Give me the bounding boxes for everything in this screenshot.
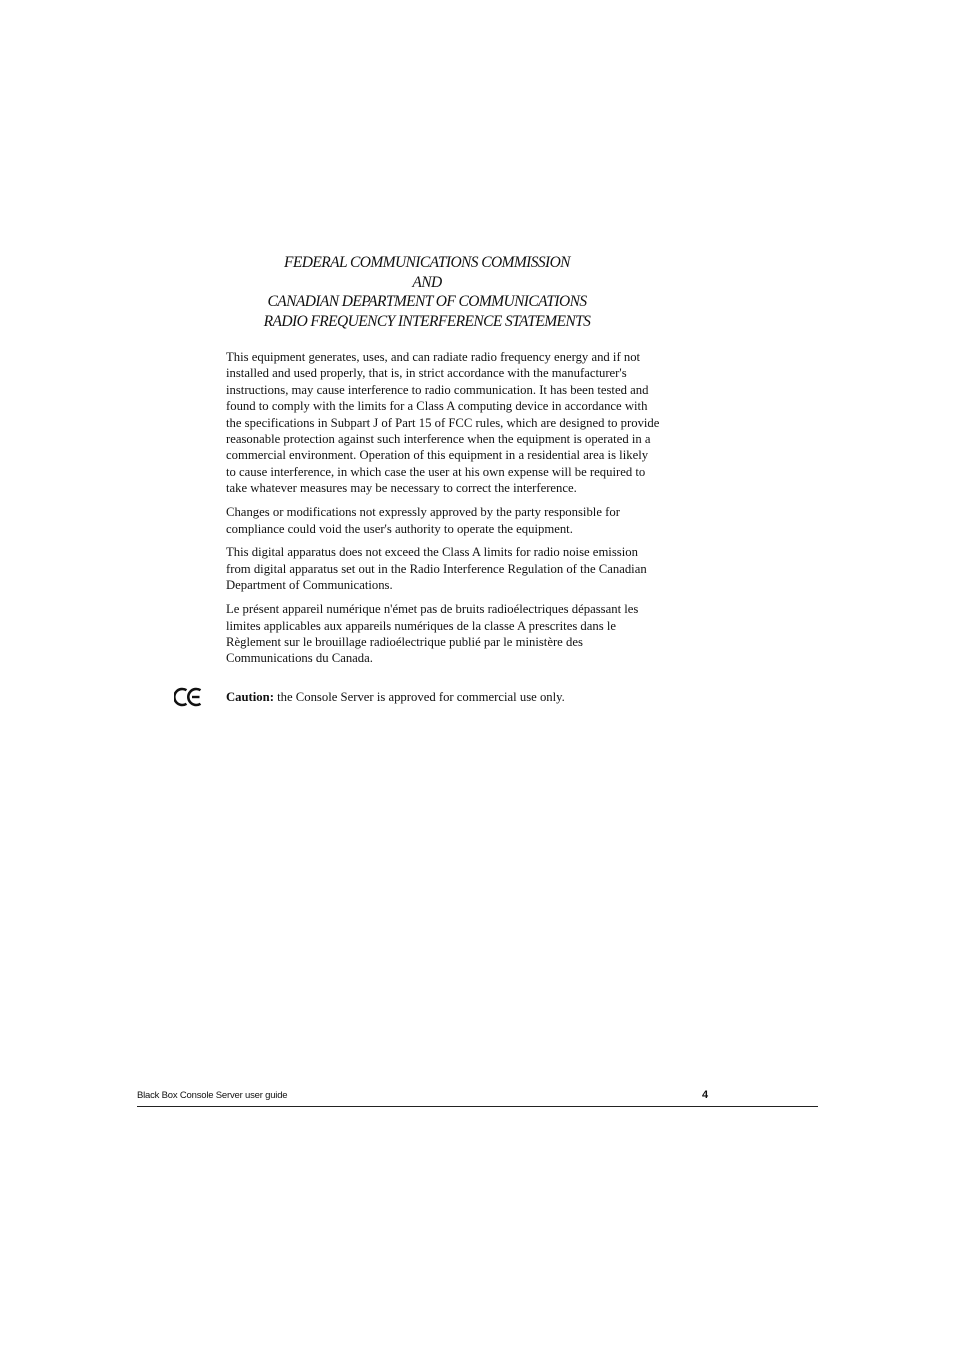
canada-english-paragraph bbox=[226, 544, 704, 593]
ce-mark-icon bbox=[174, 686, 204, 708]
modifications-paragraph bbox=[226, 504, 704, 537]
text-line: Le présent appareil numérique n'émet pas de bruits radioélectriques dépassant les bbox=[226, 602, 639, 617]
text-line: commercial environment. Operation of this equipment in a residential area is likely bbox=[226, 448, 649, 463]
caution-text: the Console Server is approved for commercial use only. bbox=[273, 690, 565, 704]
page-heading bbox=[227, 253, 627, 331]
text-line: This equipment generates, uses, and can radiate radio frequency energy and if not bbox=[226, 350, 641, 364]
text-line: Communications du Canada. bbox=[226, 651, 373, 666]
text-line: the specifications in Subpart J of Part 15 of FCC rules, which are designed to provide bbox=[226, 415, 660, 430]
heading-line: FEDERAL COMMUNICATIONS COMMISSION bbox=[284, 254, 570, 271]
statement-body bbox=[226, 349, 704, 674]
text-line: from digital apparatus set out in the Radio Interference Regulation of the Canadian bbox=[226, 561, 647, 576]
text-line: installed and used properly, that is, in strict accordance with the manufacturer's bbox=[226, 366, 627, 381]
canada-french-paragraph bbox=[226, 601, 704, 667]
text-line: to cause interference, in which case the user at his own expense will be required to bbox=[226, 464, 646, 479]
heading-line: RADIO FREQUENCY INTERFERENCE STATEMENTS bbox=[263, 312, 591, 330]
text-line: Department of Communications. bbox=[226, 578, 393, 593]
caution-label: Caution: bbox=[226, 690, 274, 704]
footer-page-number: 4 bbox=[702, 1089, 709, 1101]
text-line: Règlement sur le brouillage radioélectrique publié par le ministère des bbox=[226, 635, 583, 649]
heading-line: CANADIAN DEPARTMENT OF COMMUNICATIONS bbox=[267, 293, 587, 310]
text-line: take whatever measures may be necessary to correct the interference. bbox=[226, 481, 577, 496]
caution-note bbox=[226, 689, 565, 705]
footer-divider bbox=[137, 1106, 818, 1107]
text-line: reasonable protection against such interference when the equipment is operated in a bbox=[226, 432, 651, 447]
text-line: found to comply with the limits for a Class A computing device in accordance with bbox=[226, 399, 648, 414]
text-line: limites applicables aux appareils numériques de la classe A prescrites dans le bbox=[226, 618, 617, 633]
heading-line: AND bbox=[412, 273, 442, 291]
text-line: This digital apparatus does not exceed the Class A limits for radio noise emission bbox=[226, 545, 638, 560]
text-line: Changes or modifications not expressly approved by the party responsible for bbox=[226, 505, 620, 520]
text-line: compliance could void the user's authority to operate the equipment. bbox=[226, 521, 573, 536]
text-line: instructions, may cause interference to radio communication. It has been tested and bbox=[226, 382, 649, 397]
footer-document-title: Black Box Console Server user guide bbox=[137, 1090, 288, 1101]
fcc-paragraph bbox=[226, 349, 704, 497]
